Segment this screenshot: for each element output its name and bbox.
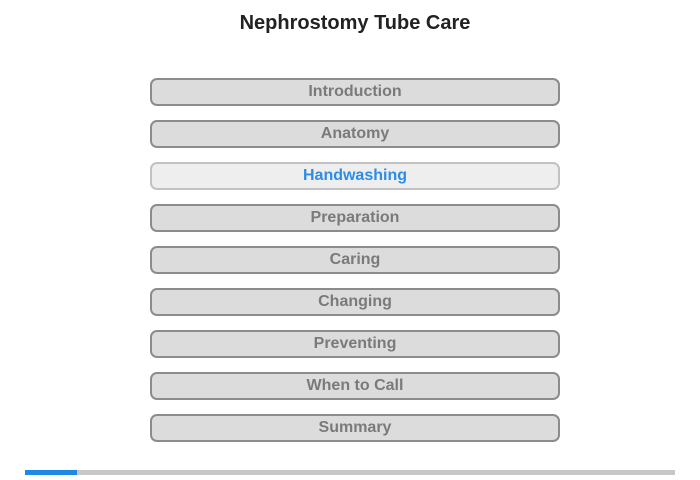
menu-item-summary[interactable]: Summary bbox=[150, 414, 560, 442]
menu-item-when-to-call[interactable]: When to Call bbox=[150, 372, 560, 400]
progress-bar-fill bbox=[25, 470, 77, 475]
menu-item-changing[interactable]: Changing bbox=[150, 288, 560, 316]
menu-item-anatomy[interactable]: Anatomy bbox=[150, 120, 560, 148]
chapter-menu bbox=[150, 78, 560, 456]
menu-item-caring[interactable]: Caring bbox=[150, 246, 560, 274]
page-title: Nephrostomy Tube Care bbox=[239, 12, 471, 34]
menu-item-introduction[interactable]: Introduction bbox=[150, 78, 560, 106]
menu-item-preparation[interactable]: Preparation bbox=[150, 204, 560, 232]
menu-item-handwashing[interactable]: Handwashing bbox=[150, 162, 560, 190]
progress-bar bbox=[25, 470, 675, 475]
menu-item-preventing[interactable]: Preventing bbox=[150, 330, 560, 358]
